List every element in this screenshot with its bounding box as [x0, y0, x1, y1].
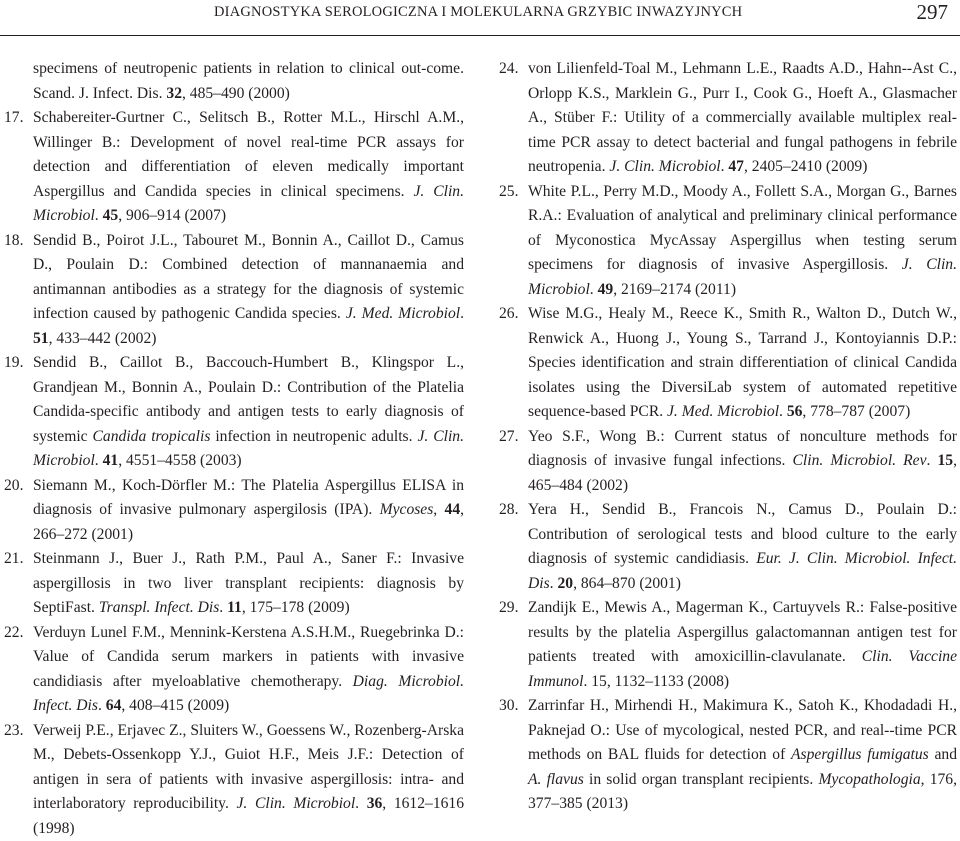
reference-text: , 778–787 (2007) — [802, 403, 910, 420]
reference-text: . — [95, 452, 103, 469]
reference-entry — [495, 498, 957, 596]
reference-volume: 45 — [103, 207, 119, 224]
reference-text: . — [550, 575, 558, 592]
header-rule — [0, 35, 960, 36]
reference-text: von Lilienfeld-Toal M., Lehmann L.E., Raadts A.D., Hahn--Ast C., Orlopp K.S., Marklein G., Purr I., Cook G., Hoeft A., Glasmacher A., Stüber F.: Utility of a commercially available multiplex real-time PCR assay to detect bacterial and fungal pathogens in febrile neutropenia. — [528, 60, 957, 175]
reference-text: Siemann M., Koch-Dörfler M.: The Platelia Aspergillus ELISA in diagnosis of invasive pulmonary aspergilosis (IPA). — [33, 477, 464, 519]
reference-italic-text: Eur. J. Clin. Microbiol. Infect. Dis — [528, 550, 957, 592]
reference-text: Zarrinfar H., Mirhendi H., Makimura K., Satoh K., Khodadadi H., Paknejad O.: Use of mycological, nested PCR, and real--time PCR methods on BAL fluids for detection of — [528, 697, 957, 763]
reference-text: Verweij P.E., Erjavec Z., Sluiters W., Goessens W., Rozenberg-Arska M., Debets-Ossenkopp Y.J., Guiot H.F., Meis J.F.: Detection of antigen in sera of patients with invasive aspergillosis: intra- and interlaboratory reproducibility. — [33, 722, 464, 813]
reference-text: Verduyn Lunel F.M., Mennink-Kerstena A.S.H.M., Ruegebrinka D.: Value of Candida serum markers in patients with invasive candidiasis after myeloablative chemotherapy. — [33, 624, 464, 690]
reference-text: , 4551–4558 (2003) — [118, 452, 241, 469]
reference-entry — [495, 425, 957, 499]
reference-italic-text: J. Med. Microbiol — [667, 403, 779, 420]
reference-entry — [0, 474, 464, 548]
reference-italic-text: Transpl. Infect. Dis — [99, 599, 219, 616]
reference-number: 27. — [499, 425, 519, 450]
reference-entry — [495, 694, 957, 817]
reference-number: 17. — [4, 106, 24, 131]
reference-volume: 11 — [227, 599, 242, 616]
reference-text: Sendid B., Poirot J.L., Tabouret M., Bonnin A., Caillot D., Camus D., Poulain D.: Combined detection of mannanaemia and antimannan antibodies as a strategy for the diagnosis of systemic infection caused by pathogenic Candida species. — [33, 232, 464, 323]
reference-text: . — [779, 403, 787, 420]
reference-text: . 15, 1132–1133 (2008) — [583, 673, 729, 690]
reference-entry — [0, 719, 464, 841]
reference-number: 21. — [4, 547, 24, 572]
reference-text: . — [219, 599, 227, 616]
reference-italic-text: J. Clin. Microbiol — [33, 428, 464, 470]
reference-number: 25. — [499, 180, 519, 205]
running-title: DIAGNOSTYKA SEROLOGICZNA I MOLEKULARNA GRZYBIC INWAZYJNYCH — [214, 4, 742, 21]
reference-volume: 20 — [557, 575, 573, 592]
reference-italic-text: Aspergillus fumigatus — [791, 746, 929, 763]
reference-italic-text: Mycopathologia — [818, 771, 920, 788]
reference-number: 19. — [4, 351, 24, 376]
reference-volume: 51 — [33, 330, 49, 347]
reference-italic-text: Mycoses — [380, 501, 434, 518]
reference-text: Zandijk E., Mewis A., Magerman K., Cartuyvels R.: False-positive results by the platelia Aspergillus galactomannan antigen test for patients treated with amoxicillin-clavulanate. — [528, 599, 957, 665]
reference-volume: 64 — [106, 697, 122, 714]
reference-entry — [495, 57, 957, 180]
reference-number: 24. — [499, 57, 519, 82]
reference-volume: 44 — [445, 501, 461, 518]
reference-text: , 408–415 (2009) — [121, 697, 229, 714]
reference-text: Yera H., Sendid B., Francois N., Camus D., Poulain D.: Contribution of serological tests and blood culture to the early diagnosis of systemic candidiasis. — [528, 501, 957, 567]
reference-italic-text: J. Clin. Microbiol — [33, 183, 464, 225]
reference-text: , 1612–1616 (1998) — [33, 795, 464, 837]
reference-text: Steinmann J., Buer J., Rath P.M., Paul A., Saner F.: Invasive aspergillosis in two liver transplant recipients: diagnosis by SeptiFast. — [33, 550, 464, 616]
reference-text: . — [927, 452, 938, 469]
reference-volume: 49 — [598, 281, 614, 298]
reference-text: , 2169–2174 (2011) — [613, 281, 736, 298]
reference-number: 28. — [499, 498, 519, 523]
reference-entry — [0, 106, 464, 229]
reference-text: . — [590, 281, 598, 298]
reference-text: Schabereiter-Gurtner C., Selitsch B., Rotter M.L., Hirschl A.M., Willinger B.: Development of novel real-time PCR assays for detection and differentiation of eleven medically important Aspergillus and Candida species in clinical specimens. — [33, 109, 464, 200]
reference-number: 18. — [4, 229, 24, 254]
reference-italic-text: J. Clin. Microbiol — [528, 256, 957, 298]
reference-text: , 485–490 (2000) — [182, 85, 290, 102]
reference-text: White P.L., Perry M.D., Moody A., Follett S.A., Morgan G., Barnes R.A.: Evaluation of analytical and preliminary clinical performance of Myconostica MycAssay Aspergillus when testing serum specimens for diagnosis of invasive Aspergillosis. — [528, 183, 957, 274]
reference-entry — [495, 180, 957, 303]
reference-text: , 2405–2410 (2009) — [744, 158, 867, 175]
reference-entry — [0, 547, 464, 621]
reference-text: , 176, 377–385 (2013) — [528, 771, 957, 813]
reference-continuation — [0, 57, 464, 106]
reference-text: . — [95, 207, 103, 224]
reference-text: , 906–914 (2007) — [118, 207, 226, 224]
page-number: 297 — [917, 0, 949, 25]
reference-volume: 32 — [166, 85, 182, 102]
reference-number: 29. — [499, 596, 519, 621]
reference-text: specimens of neutropenic patients in relation to clinical out-come. — [33, 60, 464, 77]
reference-volume: 56 — [787, 403, 803, 420]
reference-italic-text: Clin. Microbiol. Rev — [793, 452, 927, 469]
reference-text: in solid organ transplant recipients. — [584, 771, 819, 788]
reference-text: , 433–442 (2002) — [49, 330, 157, 347]
reference-text: . — [98, 697, 106, 714]
reference-number: 30. — [499, 694, 519, 719]
reference-text: , 266–272 (2001) — [33, 501, 464, 543]
reference-text: and — [929, 746, 957, 763]
reference-entry — [0, 229, 464, 352]
reference-number: 22. — [4, 621, 24, 646]
reference-italic-text: J. Clin. Microbiol — [237, 795, 356, 812]
reference-text: Sendid B., Caillot B., Baccouch-Humbert B., Klingspor L., Grandjean M., Bonnin A., Poulain D.: Contribution of the Platelia Candida-specific antibody and antigen tests to early diagnosis of systemic — [33, 354, 464, 445]
reference-column-left — [0, 57, 464, 841]
reference-column-right — [495, 57, 957, 817]
reference-entry — [0, 621, 464, 719]
reference-volume: 15 — [937, 452, 953, 469]
reference-text: . — [721, 158, 729, 175]
reference-text: Yeo S.F., Wong B.: Current status of nonculture methods for diagnosis of invasive fungal infections. — [528, 428, 957, 470]
reference-number: 23. — [4, 719, 24, 744]
reference-italic-text: J. Med. Microbiol — [346, 305, 460, 322]
reference-volume: 41 — [103, 452, 119, 469]
reference-text: . — [159, 85, 167, 102]
reference-italic-text: Candida tropicalis — [93, 428, 211, 445]
reference-text: Scand. J. Infect. Dis — [33, 85, 159, 102]
reference-text: . — [355, 795, 367, 812]
reference-text: , 465–484 (2002) — [528, 452, 957, 494]
running-header — [0, 0, 960, 40]
reference-text: , 864–870 (2001) — [573, 575, 681, 592]
reference-text: infection in neutropenic adults. — [210, 428, 417, 445]
reference-volume: 47 — [728, 158, 744, 175]
reference-text: Wise M.G., Healy M., Reece K., Smith R., Walton D., Dutch W., Renwick A., Huong J., Young S., Tarrand J., Kontoyiannis D.P.: Species identification and strain differentiation of clinical Candida isolates using the DiversiLab system of automated repetitive sequence-based PCR. — [528, 305, 957, 420]
reference-entry — [495, 302, 957, 425]
reference-number: 20. — [4, 474, 24, 499]
reference-text: . — [460, 305, 464, 322]
reference-number: 26. — [499, 302, 519, 327]
reference-italic-text: Diag. Microbiol. Infect. Dis — [33, 673, 464, 715]
reference-text: , 175–178 (2009) — [242, 599, 350, 616]
reference-entry — [0, 351, 464, 474]
reference-italic-text: J. Clin. Microbiol — [609, 158, 720, 175]
reference-volume: 36 — [367, 795, 383, 812]
reference-text: , — [433, 501, 444, 518]
reference-entry — [495, 596, 957, 694]
reference-italic-text: A. flavus — [528, 771, 584, 788]
reference-italic-text: Clin. Vaccine Immunol — [528, 648, 957, 690]
